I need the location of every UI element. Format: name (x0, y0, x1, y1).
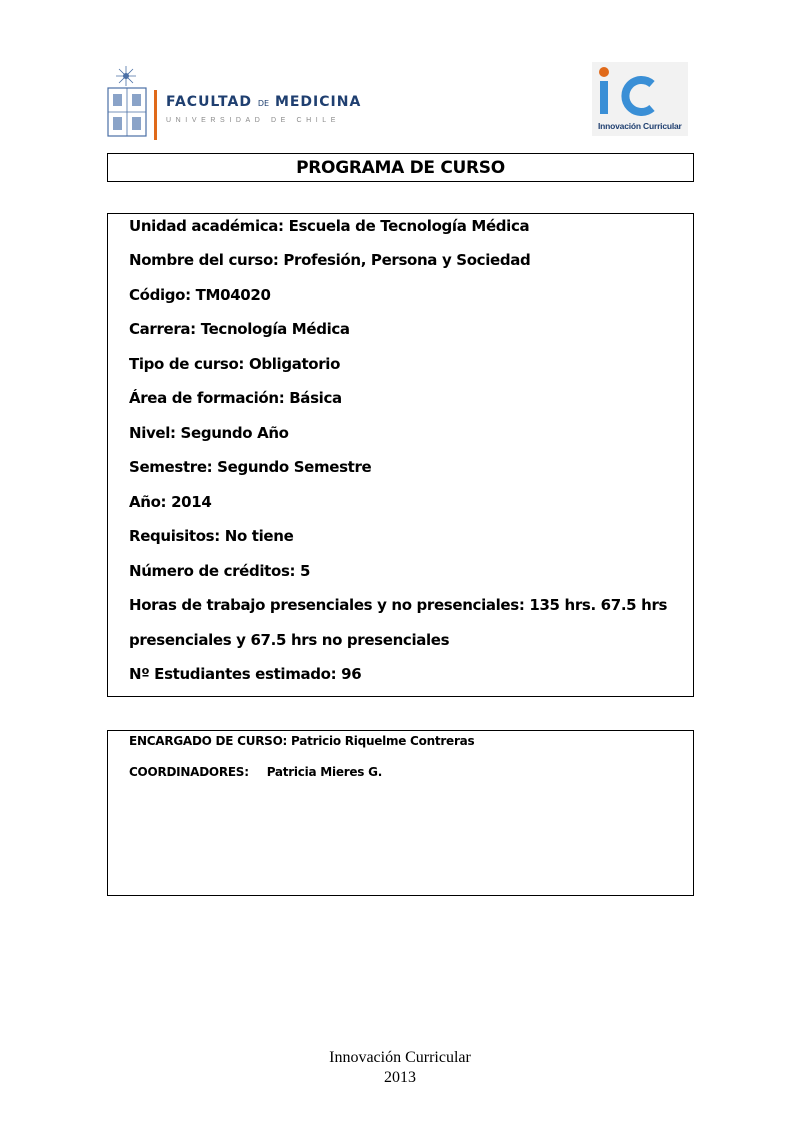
facultad-medicina-logo (106, 64, 362, 140)
info-line-codigo: Código: TM04020 (129, 286, 271, 304)
info-line-tipo: Tipo de curso: Obligatorio (129, 355, 341, 373)
encargado-label: ENCARGADO DE CURSO: (129, 734, 288, 748)
info-line-horas: Horas de trabajo presenciales y no presenciales: 135 hrs. 67.5 hrs (129, 596, 668, 614)
course-info-box (107, 213, 694, 697)
info-line-area: Área de formación: Básica (129, 389, 342, 407)
ic-logo-label: Innovación Curricular (598, 121, 682, 131)
info-line-horas-cont: presenciales y 67.5 hrs no presenciales (129, 631, 450, 649)
page-title: PROGRAMA DE CURSO (296, 157, 505, 178)
info-line-carrera: Carrera: Tecnología Médica (129, 320, 350, 338)
logo-divider-bar (154, 90, 157, 140)
info-line-requisitos: Requisitos: No tiene (129, 527, 294, 545)
ic-logo-icon (592, 64, 662, 116)
course-staff-box (107, 730, 694, 896)
footer-line-1: Innovación Curricular (329, 1049, 471, 1066)
info-line-semestre: Semestre: Segundo Semestre (129, 458, 372, 476)
info-line-nivel: Nivel: Segundo Año (129, 424, 289, 442)
info-line-unidad: Unidad académica: Escuela de Tecnología Médica (129, 217, 530, 235)
title-box (107, 153, 694, 182)
faculty-name: FACULTAD DE MEDICINA (166, 94, 362, 110)
info-line-creditos: Número de créditos: 5 (129, 562, 311, 580)
encargado-line (129, 734, 474, 748)
encargado-value: Patricio Riquelme Contreras (291, 734, 475, 748)
innovacion-curricular-logo (592, 62, 688, 136)
university-crest-icon (106, 64, 152, 140)
coordinadores-label: COORDINADORES: (129, 765, 249, 779)
coordinadores-line (129, 765, 382, 779)
coordinadores-value: Patricia Mieres G. (266, 765, 383, 779)
university-name: UNIVERSIDAD DE CHILE (166, 117, 341, 124)
info-line-estudiantes: Nº Estudiantes estimado: 96 (129, 665, 362, 683)
info-line-anio: Año: 2014 (129, 493, 212, 511)
info-line-nombre: Nombre del curso: Profesión, Persona y Sociedad (129, 251, 531, 269)
footer-year: 2013 (384, 1069, 416, 1086)
